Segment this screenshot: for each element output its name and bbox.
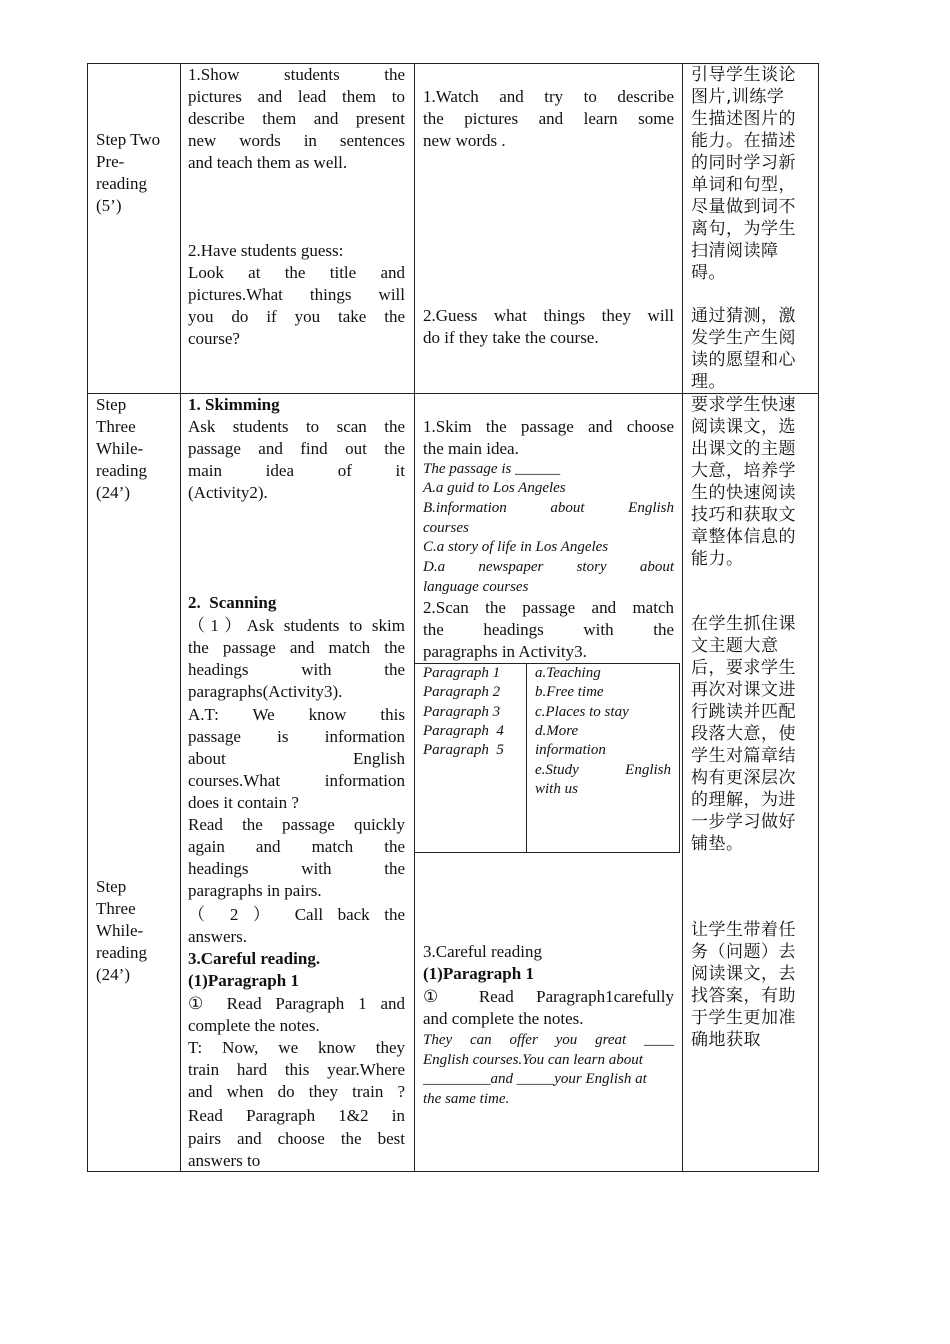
step-line: Pre- bbox=[96, 152, 125, 171]
text-line: 行跳读并匹配 bbox=[691, 702, 796, 722]
text-line: main idea of it bbox=[188, 461, 405, 480]
text-line: 2.Scan the passage and match bbox=[423, 598, 674, 617]
text-line: complete the notes. bbox=[188, 1016, 320, 1035]
option-line: The passage is ______ bbox=[423, 461, 561, 477]
text-line: 能力。 bbox=[691, 549, 744, 569]
notes-line: _________and _____your English at bbox=[423, 1071, 647, 1087]
paragraph-item: Paragraph 3 bbox=[423, 704, 501, 720]
step-line: While- bbox=[96, 921, 144, 940]
step-line: Three bbox=[96, 417, 136, 436]
text-line: pictures.What things will bbox=[188, 285, 405, 304]
text-line: A.T: We know this bbox=[188, 705, 405, 724]
text-line: 1.Skim the passage and choose bbox=[423, 417, 674, 436]
text-line: does it contain ? bbox=[188, 793, 299, 812]
column-divider-3 bbox=[682, 63, 683, 1172]
text-line: Ask students to scan the bbox=[188, 417, 405, 436]
text-line: 大意，培养学 bbox=[691, 461, 796, 481]
text-line: 能力。在描述 bbox=[691, 131, 796, 151]
text-line: ① Read Paragraph1carefully bbox=[423, 987, 674, 1006]
paragraph-title: (1)Paragraph 1 bbox=[188, 971, 299, 990]
text-line: passage is information bbox=[188, 727, 405, 746]
text-line: paragraphs in pairs. bbox=[188, 881, 322, 900]
paragraph-item: Paragraph 2 bbox=[423, 684, 501, 700]
step-line: (24’) bbox=[96, 483, 130, 502]
match-table-bottom bbox=[414, 852, 680, 853]
text-line: 扫清阅读障 bbox=[691, 241, 779, 261]
text-line: 在学生抓住课 bbox=[691, 614, 796, 634]
option-line: C.a story of life in Los Angeles bbox=[423, 539, 609, 555]
text-line: and when do they train ? bbox=[188, 1082, 405, 1101]
text-line: answers. bbox=[188, 927, 248, 946]
step-line: While- bbox=[96, 439, 144, 458]
heading-item: information bbox=[535, 742, 606, 758]
text-line: about English bbox=[188, 749, 405, 768]
text-line: ① Read Paragraph 1 and bbox=[188, 994, 405, 1013]
text-line: 1.Watch and try to describe bbox=[423, 87, 674, 106]
skimming-title: 1. Skimming bbox=[188, 395, 280, 414]
text-line: courses.What information bbox=[188, 771, 405, 790]
step-line: reading bbox=[96, 943, 147, 962]
text-line: 务（问题）去 bbox=[691, 942, 796, 962]
text-line: 离句，为学生 bbox=[691, 219, 796, 239]
text-line: Read the passage quickly bbox=[188, 815, 405, 834]
column-divider-1 bbox=[180, 63, 181, 1172]
text-line: the pictures and learn some bbox=[423, 109, 674, 128]
text-line: passage and find out the bbox=[188, 439, 405, 458]
text-line: new words . bbox=[423, 131, 506, 150]
step-line: Step bbox=[96, 877, 127, 896]
option-line: A.a guid to Los Angeles bbox=[423, 480, 566, 496]
paragraph-item: Paragraph 4 bbox=[423, 723, 504, 739]
text-line: 章整体信息的 bbox=[691, 527, 796, 547]
text-line: answers to bbox=[188, 1151, 261, 1170]
text-line: paragraphs in Activity3. bbox=[423, 642, 587, 661]
step-line: (24’) bbox=[96, 965, 130, 984]
option-line: D.a newspaper story about bbox=[423, 559, 674, 575]
text-line: new words in sentences bbox=[188, 131, 405, 150]
text-line: 读的愿望和心 bbox=[691, 350, 796, 370]
text-line: T: Now, we know they bbox=[188, 1038, 405, 1057]
text-line: （1）Ask students to skim bbox=[188, 616, 405, 635]
text-line: 2.Guess what things they will bbox=[423, 306, 674, 325]
text-line: 文主题大意 bbox=[691, 636, 779, 656]
text-line: 让学生带着任 bbox=[691, 920, 796, 940]
text-line: 图片,训练学 bbox=[691, 87, 785, 107]
text-line: 尽量做到词不 bbox=[691, 197, 796, 217]
text-line: 要求学生快速 bbox=[691, 395, 796, 415]
paragraph-item: Paragraph 5 bbox=[423, 742, 504, 758]
text-line: 构有更深层次 bbox=[691, 768, 796, 788]
step-line: reading bbox=[96, 174, 147, 193]
text-line: 单词和句型， bbox=[691, 175, 796, 195]
step-line: Step bbox=[96, 395, 127, 414]
text-line: (Activity2). bbox=[188, 483, 268, 502]
option-line: language courses bbox=[423, 579, 529, 595]
text-line: describe them and present bbox=[188, 109, 405, 128]
text-line: Read Paragraph 1&2 in bbox=[188, 1106, 405, 1125]
text-line: and teach them as well. bbox=[188, 153, 348, 172]
scanning-title: 2. Scanning bbox=[188, 593, 277, 612]
heading-item: with us bbox=[535, 781, 578, 797]
text-line: 1.Show students the bbox=[188, 65, 405, 84]
text-line: 2.Have students guess: bbox=[188, 241, 344, 260]
notes-line: English courses.You can learn about bbox=[423, 1052, 643, 1068]
heading-item: b.Free time bbox=[535, 684, 604, 700]
heading-item: c.Places to stay bbox=[535, 704, 629, 720]
text-line: 于学生更加准 bbox=[691, 1008, 796, 1028]
notes-line: the same time. bbox=[423, 1091, 510, 1107]
match-table-right bbox=[679, 663, 680, 852]
text-line: 通过猜测，激 bbox=[691, 306, 796, 326]
text-line: 后，要求学生 bbox=[691, 658, 796, 678]
text-line: pictures and lead them to bbox=[188, 87, 405, 106]
text-line: do if they take the course. bbox=[423, 328, 599, 347]
text-line: 的同时学习新 bbox=[691, 153, 796, 173]
text-line: 阅读课文，选 bbox=[691, 417, 796, 437]
paragraph-item: Paragraph 1 bbox=[423, 665, 501, 681]
column-divider-2 bbox=[414, 63, 415, 1172]
text-line: and complete the notes. bbox=[423, 1009, 584, 1028]
text-line: 引导学生谈论 bbox=[691, 65, 796, 85]
text-line: 的理解，为进 bbox=[691, 790, 796, 810]
text-line: headings with the bbox=[188, 859, 405, 878]
text-line: course? bbox=[188, 329, 240, 348]
step-line: (5’) bbox=[96, 196, 122, 215]
step-line: Three bbox=[96, 899, 136, 918]
text-line: 发学生产生阅 bbox=[691, 328, 796, 348]
text-line: headings with the bbox=[188, 660, 405, 679]
text-line: 阅读课文，去 bbox=[691, 964, 796, 984]
text-line: 碍。 bbox=[691, 263, 726, 283]
text-line: 一步学习做好 bbox=[691, 812, 796, 832]
step-line: reading bbox=[96, 461, 147, 480]
step-line: Step Two bbox=[96, 130, 161, 149]
table-left-border bbox=[87, 63, 88, 1172]
text-line: 找答案，有助 bbox=[691, 986, 796, 1006]
text-line: Look at the title and bbox=[188, 263, 405, 282]
text-line: 学生对篇章结 bbox=[691, 746, 796, 766]
text-line: 3.Careful reading bbox=[423, 942, 542, 961]
text-line: 出课文的主题 bbox=[691, 439, 796, 459]
heading-item: e.Study English bbox=[535, 762, 671, 778]
table-right-border bbox=[818, 63, 819, 1172]
text-line: 铺垫。 bbox=[691, 834, 744, 854]
text-line: 确地获取 bbox=[691, 1030, 761, 1050]
paragraph-title: (1)Paragraph 1 bbox=[423, 964, 534, 983]
text-line: 生的快速阅读 bbox=[691, 483, 796, 503]
text-line: （ 2 ） Call back the bbox=[188, 905, 405, 924]
text-line: the main idea. bbox=[423, 439, 519, 458]
text-line: 生描述图片的 bbox=[691, 109, 796, 129]
notes-line: They can offer you great ____ bbox=[423, 1032, 674, 1048]
text-line: paragraphs(Activity3). bbox=[188, 682, 343, 701]
text-line: 技巧和获取文 bbox=[691, 505, 796, 525]
text-line: the passage and match the bbox=[188, 638, 405, 657]
text-line: 段落大意，使 bbox=[691, 724, 796, 744]
text-line: you do if you take the bbox=[188, 307, 405, 326]
option-line: B.information about English bbox=[423, 500, 674, 516]
text-line: 理。 bbox=[691, 372, 726, 392]
text-line: again and match the bbox=[188, 837, 405, 856]
text-line: the headings with the bbox=[423, 620, 674, 639]
heading-item: d.More bbox=[535, 723, 579, 739]
heading-item: a.Teaching bbox=[535, 665, 601, 681]
careful-reading-title: 3.Careful reading. bbox=[188, 949, 321, 968]
match-table-divider bbox=[526, 663, 527, 852]
option-line: courses bbox=[423, 520, 469, 536]
text-line: 再次对课文进 bbox=[691, 680, 796, 700]
text-line: pairs and choose the best bbox=[188, 1129, 405, 1148]
text-line: train hard this year.Where bbox=[188, 1060, 405, 1079]
